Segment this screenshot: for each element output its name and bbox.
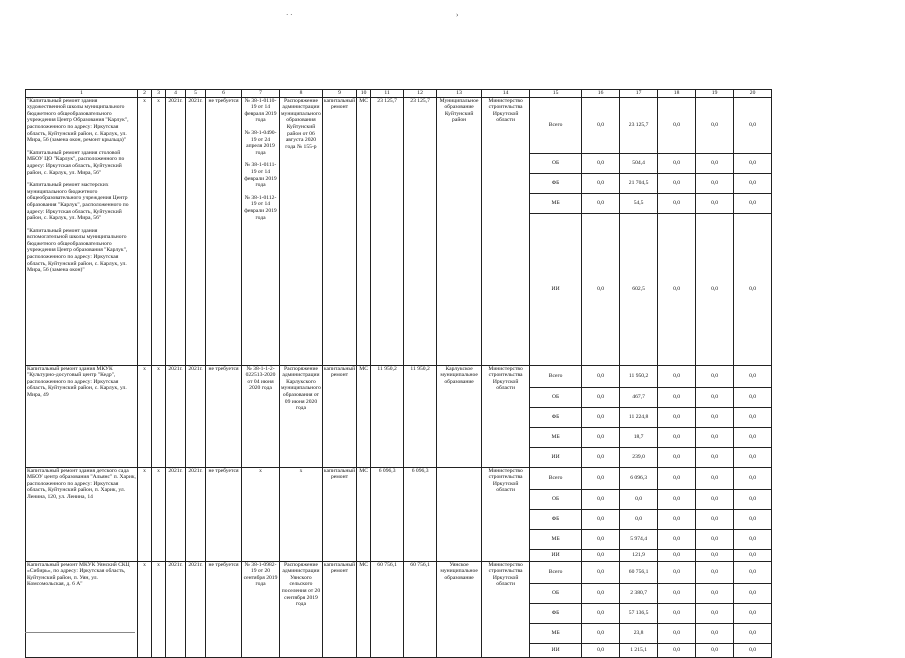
cell-c4: 2021г.	[166, 97, 186, 365]
table-row	[26, 97, 772, 153]
cell-c6: не требуется	[206, 467, 242, 561]
funding-source: Всего	[530, 467, 582, 489]
amount-v19: 0,0	[696, 407, 734, 427]
column-number-17: 17	[620, 90, 658, 98]
amount-v20: 0,0	[734, 193, 772, 213]
column-number-row	[26, 90, 772, 98]
cell-c8: Распоряжение администрации муниципального образования Куйтунский район от 06 августа 2020 года № 155-р	[280, 97, 323, 365]
amount-v18: 0,0	[658, 447, 696, 467]
amount-v17: 23 125,7	[620, 97, 658, 153]
amount-v18: 0,0	[658, 365, 696, 387]
cell-c5: 2021г.	[186, 561, 206, 657]
amount-v19: 0,0	[696, 173, 734, 193]
funding-source: ИИ	[530, 549, 582, 561]
funding-source: ФБ	[530, 407, 582, 427]
amount-v18: 0,0	[658, 509, 696, 529]
amount-v16: 0,0	[582, 529, 620, 549]
cell-c6: не требуется	[206, 97, 242, 365]
amount-v17: 0,0	[620, 509, 658, 529]
amount-v19: 0,0	[696, 561, 734, 583]
amount-v20: 0,0	[734, 467, 772, 489]
amount-v19: 0,0	[696, 97, 734, 153]
cell-c4: 2021г.	[166, 365, 186, 467]
funding-source: ФБ	[530, 509, 582, 529]
column-number-4: 4	[166, 90, 186, 98]
column-number-13: 13	[437, 90, 482, 98]
object-description-paragraph: Капитальный ремонт МКУК Уянский СКЦ «Сибирь», по адресу: Иркутская область, Куйтунский район, п. Уян, ул. Комсомольская, д. 6 А"	[27, 561, 130, 588]
cell-c9: капитальный ремонт	[322, 561, 356, 657]
amount-v20: 0,0	[734, 583, 772, 603]
cell-c13: Карлукское муниципальное образование	[437, 365, 482, 467]
funding-source: Всего	[530, 365, 582, 387]
cell-c3: х	[152, 97, 166, 365]
amount-v17: 60 756,1	[620, 561, 658, 583]
permit-number: х	[259, 467, 262, 474]
amount-v19: 0,0	[696, 447, 734, 467]
amount-v20: 0,0	[734, 173, 772, 193]
object-description-paragraph: "Капитальный ремонт здания вспомогательной школы муниципального бюджетного общеобразовательного учреждения Центр образования "Карлук", расположенного по адресу: Иркутская область, Куйтунский район, с. Карлук, ул. Мира, 56 (замена окон)"	[27, 227, 128, 274]
cell-c4: 2021г.	[166, 467, 186, 561]
funding-source: МБ	[530, 427, 582, 447]
amount-v18: 0,0	[658, 603, 696, 623]
bottom-rule	[25, 632, 135, 633]
amount-v16: 0,0	[582, 427, 620, 447]
object-description	[26, 561, 138, 657]
amount-v16: 0,0	[582, 97, 620, 153]
funding-source: МБ	[530, 193, 582, 213]
amount-v19: 0,0	[696, 467, 734, 489]
amount-v17: 1 215,1	[620, 643, 658, 657]
cell-c4: 2021г.	[166, 561, 186, 657]
amount-v19: 0,0	[696, 387, 734, 407]
cell-c10: МС	[357, 365, 371, 467]
amount-v20: 0,0	[734, 603, 772, 623]
amount-v20: 0,0	[734, 407, 772, 427]
column-number-19: 19	[696, 90, 734, 98]
object-description	[26, 365, 138, 467]
amount-v16: 0,0	[582, 173, 620, 193]
amount-v18: 0,0	[658, 173, 696, 193]
amount-v20: 0,0	[734, 561, 772, 583]
amount-v16: 0,0	[582, 623, 620, 643]
column-number-2: 2	[138, 90, 152, 98]
amount-v19: 0,0	[696, 529, 734, 549]
column-number-16: 16	[582, 90, 620, 98]
amount-v18: 0,0	[658, 153, 696, 173]
amount-v18: 0,0	[658, 561, 696, 583]
cell-c11: 11 950,2	[371, 365, 404, 467]
cell-c10: МС	[357, 561, 371, 657]
amount-v20: 0,0	[734, 489, 772, 509]
object-description-paragraph: "Капитальный ремонт здания художественной школы муниципального бюджетного общеобразовательного учреждения Центр Образования "Карлук", расположенного по адресу: Иркутская область, Куйтунский район, с. Карлук, ул. Мира, 56 (замена окон, ремонт крыльца)"	[27, 97, 129, 144]
amount-v20: 0,0	[734, 387, 772, 407]
amount-v19: 0,0	[696, 213, 734, 365]
amount-v17: 6 096,3	[620, 467, 658, 489]
funding-source: ОБ	[530, 387, 582, 407]
object-description	[26, 467, 138, 561]
permit-numbers	[242, 561, 280, 657]
amount-v19: 0,0	[696, 427, 734, 447]
object-description-paragraph: "Капитальный ремонт мастерских муниципального бюджетного общеобразовательного учреждения Центр образования "Карлук", расположенного по адресу: Иркутская область, Куйтунский район, с. Карлук, ул. Мира, 56"	[27, 182, 129, 222]
amount-v16: 0,0	[582, 447, 620, 467]
cell-c6: не требуется	[206, 365, 242, 467]
amount-v18: 0,0	[658, 489, 696, 509]
amount-v16: 0,0	[582, 407, 620, 427]
permit-numbers	[242, 365, 280, 467]
column-number-9: 9	[322, 90, 356, 98]
cell-c13	[437, 467, 482, 561]
amount-v19: 0,0	[696, 153, 734, 173]
cell-c8: х	[280, 467, 323, 561]
amount-v18: 0,0	[658, 529, 696, 549]
permit-numbers	[242, 467, 280, 561]
column-number-12: 12	[404, 90, 437, 98]
amount-v20: 0,0	[734, 643, 772, 657]
cell-c3: х	[152, 365, 166, 467]
permit-number: № 38-1-0110-19 от 14 февраля 2019 года	[244, 97, 277, 124]
object-description-paragraph: "Капитальный ремонт здания столовой МБОУ ЦО "Карлук", расположенного по адресу: Иркутская область, Куйтунский район, с. Карлук, ул. Мира, 56"	[27, 149, 125, 176]
amount-v19: 0,0	[696, 509, 734, 529]
funding-source: ОБ	[530, 583, 582, 603]
cell-c13: Уянское муниципальное образование	[437, 561, 482, 657]
funding-source: ФБ	[530, 603, 582, 623]
amount-v19: 0,0	[696, 193, 734, 213]
amount-v17: 2 380,7	[620, 583, 658, 603]
amount-v18: 0,0	[658, 427, 696, 447]
column-number-3: 3	[152, 90, 166, 98]
column-number-18: 18	[658, 90, 696, 98]
amount-v18: 0,0	[658, 549, 696, 561]
table-row	[26, 561, 772, 583]
permit-number: № 38-1-0112-19 от 14 феврали 2019 года	[244, 194, 277, 221]
funding-source: ИИ	[530, 213, 582, 365]
amount-v18: 0,0	[658, 643, 696, 657]
cell-c9: капитальный ремонт	[322, 97, 356, 365]
amount-v17: 504,4	[620, 153, 658, 173]
amount-v16: 0,0	[582, 489, 620, 509]
amount-v18: 0,0	[658, 583, 696, 603]
amount-v16: 0,0	[582, 213, 620, 365]
amount-v18: 0,0	[658, 213, 696, 365]
column-number-1: 1	[26, 90, 138, 98]
permit-numbers	[242, 97, 280, 365]
column-number-11: 11	[371, 90, 404, 98]
amount-v17: 0,0	[620, 489, 658, 509]
funding-source: Всего	[530, 97, 582, 153]
amount-v20: 0,0	[734, 153, 772, 173]
amount-v17: 5 974,4	[620, 529, 658, 549]
amount-v16: 0,0	[582, 549, 620, 561]
funding-source: ФБ	[530, 173, 582, 193]
cell-c11: 6 096,3	[371, 467, 404, 561]
amount-v20: 0,0	[734, 549, 772, 561]
amount-v18: 0,0	[658, 407, 696, 427]
cell-c12: 60 756,1	[404, 561, 437, 657]
amount-v17: 21 704,5	[620, 173, 658, 193]
column-number-5: 5	[186, 90, 206, 98]
amount-v16: 0,0	[582, 387, 620, 407]
amount-v16: 0,0	[582, 603, 620, 623]
column-number-6: 6	[206, 90, 242, 98]
column-number-20: 20	[734, 90, 772, 98]
amount-v19: 0,0	[696, 643, 734, 657]
object-description	[26, 97, 138, 365]
cell-c3: х	[152, 561, 166, 657]
column-number-10: 10	[357, 90, 371, 98]
amount-v19: 0,0	[696, 549, 734, 561]
amount-v16: 0,0	[582, 643, 620, 657]
amount-v19: 0,0	[696, 623, 734, 643]
page-mark-right: ›	[456, 11, 459, 19]
amount-v17: 121,9	[620, 549, 658, 561]
table-row	[26, 467, 772, 489]
amount-v17: 11 950,2	[620, 365, 658, 387]
funding-source: ОБ	[530, 489, 582, 509]
amount-v20: 0,0	[734, 213, 772, 365]
cell-c10: МС	[357, 467, 371, 561]
cell-c6: не требуется	[206, 561, 242, 657]
amount-v17: 54,5	[620, 193, 658, 213]
amount-v17: 57 136,5	[620, 603, 658, 623]
column-number-7: 7	[242, 90, 280, 98]
cell-c2: х	[138, 97, 152, 365]
amount-v19: 0,0	[696, 489, 734, 509]
amount-v19: 0,0	[696, 365, 734, 387]
amount-v18: 0,0	[658, 623, 696, 643]
page-mark-left: · ·	[286, 11, 293, 19]
amount-v19: 0,0	[696, 583, 734, 603]
cell-c14: Министерство строительства Иркутской области	[482, 365, 530, 467]
permit-number: № 38-1-0490-19 от 24 апреля 2019 года	[244, 129, 277, 156]
cell-c11: 23 125,7	[371, 97, 404, 365]
amount-v16: 0,0	[582, 467, 620, 489]
object-description-paragraph: Капитальный ремонт здания детского сада МБОУ центр образования "Альянс" п. Харик, расположенного по адресу: Иркутская область, Куйтунский район, п. Харик, ул. Ленина, 120, ул. Ленина, 14	[27, 467, 136, 500]
cell-c5: 2021г.	[186, 365, 206, 467]
amount-v17: 11 224,8	[620, 407, 658, 427]
amount-v16: 0,0	[582, 365, 620, 387]
funding-source: Всего	[530, 561, 582, 583]
amount-v18: 0,0	[658, 467, 696, 489]
permit-number: № 38-1-0982-19 от 20 сентября 2019 года	[243, 561, 278, 588]
amount-v20: 0,0	[734, 529, 772, 549]
amount-v16: 0,0	[582, 509, 620, 529]
amount-v18: 0,0	[658, 193, 696, 213]
cell-c2: х	[138, 561, 152, 657]
cell-c14: Министерство строительства Иркутской области	[482, 467, 530, 561]
amount-v18: 0,0	[658, 97, 696, 153]
cell-c8: Распоряжение администрации Уянского сельского поселения от 20 сентября 2019 года	[280, 561, 323, 657]
cell-c5: 2021г.	[186, 97, 206, 365]
cell-c3: х	[152, 467, 166, 561]
cell-c11: 60 756,1	[371, 561, 404, 657]
object-description-paragraph: Капитальный ремонт здания МКУК "Культурно-досуговый центр "Кедр", расположенного по адресу: Иркутская область, Куйтунский район, с. Карлук, ул. Мира, 49	[27, 365, 127, 398]
amount-v16: 0,0	[582, 193, 620, 213]
amount-v20: 0,0	[734, 447, 772, 467]
amount-v20: 0,0	[734, 97, 772, 153]
cell-c2: х	[138, 467, 152, 561]
amount-v18: 0,0	[658, 387, 696, 407]
column-number-14: 14	[482, 90, 530, 98]
cell-c9: капитальный ремонт	[322, 365, 356, 467]
amount-v17: 467,7	[620, 387, 658, 407]
cell-c5: 2021г.	[186, 467, 206, 561]
amount-v17: 18,7	[620, 427, 658, 447]
column-number-8: 8	[280, 90, 323, 98]
permit-number: № 38-1-1-2-022513-2020 от 04 июня 2020 года	[245, 365, 276, 392]
cell-c2: х	[138, 365, 152, 467]
amount-v16: 0,0	[582, 153, 620, 173]
funding-source: ОБ	[530, 153, 582, 173]
cell-c12: 23 125,7	[404, 97, 437, 365]
table-row	[26, 365, 772, 387]
amount-v20: 0,0	[734, 365, 772, 387]
cell-c10: МС	[357, 97, 371, 365]
cell-c13: Муниципальное образование Куйтунский район	[437, 97, 482, 365]
amount-v17: 602,5	[620, 213, 658, 365]
cell-c12: 11 950,2	[404, 365, 437, 467]
cell-c9: капитальный ремонт	[322, 467, 356, 561]
amount-v16: 0,0	[582, 561, 620, 583]
amount-v20: 0,0	[734, 623, 772, 643]
amount-v16: 0,0	[582, 583, 620, 603]
amount-v17: 23,8	[620, 623, 658, 643]
amount-v19: 0,0	[696, 603, 734, 623]
funding-source: МБ	[530, 529, 582, 549]
funding-source: ИИ	[530, 643, 582, 657]
investment-table	[25, 89, 772, 658]
amount-v17: 239,0	[620, 447, 658, 467]
column-number-15: 15	[530, 90, 582, 98]
amount-v20: 0,0	[734, 427, 772, 447]
cell-c8: Распоряжение администрации Карлукского муниципального образования от 09 июня 2020 года	[280, 365, 323, 467]
amount-v20: 0,0	[734, 509, 772, 529]
permit-number: № 38-1-0111-19 от 14 феврали 2019 года	[244, 162, 277, 189]
cell-c14: Министерство строительства Иркутской области	[482, 561, 530, 657]
funding-source: МБ	[530, 623, 582, 643]
cell-c14: Министерство строительства Иркутской области	[482, 97, 530, 365]
cell-c12: 6 096,3	[404, 467, 437, 561]
funding-source: ИИ	[530, 447, 582, 467]
